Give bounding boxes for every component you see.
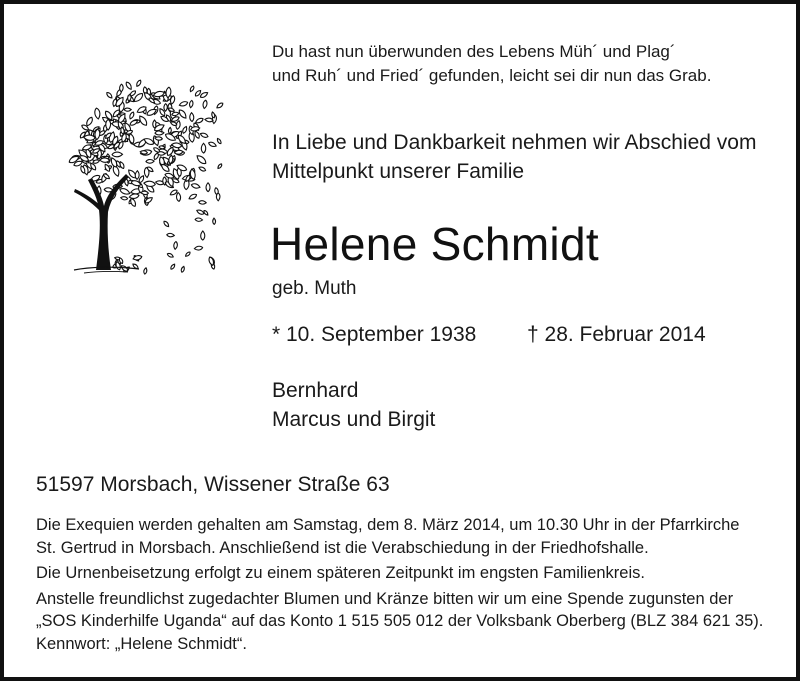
poem-verse xyxy=(272,40,711,88)
poem-line: und Ruh´ und Fried´ gefunden, leicht sei dir nun das Grab. xyxy=(272,66,712,85)
family-address: 51597 Morsbach, Wissener Straße 63 xyxy=(36,473,390,496)
ceremony-notes xyxy=(36,514,776,655)
mourners-list xyxy=(272,376,435,434)
notes-line: Die Urnenbeisetzung erfolgt zu einem späteren Zeitpunkt im engsten Familienkreis. xyxy=(36,564,645,582)
death-date: † 28. Februar 2014 xyxy=(527,323,706,346)
mourner-name: Bernhard xyxy=(272,379,359,402)
notes-line: Kennwort: „Helene Schmidt“. xyxy=(36,634,247,653)
deceased-name: Helene Schmidt xyxy=(270,218,599,270)
notes-line: St. Gertrud in Morsbach. Anschließend ist die Verabschiedung in der Friedhofshalle. xyxy=(36,538,649,557)
intro-line: In Liebe und Dankbarkeit nehmen wir Abschied vom xyxy=(272,131,757,154)
maiden-name: geb. Muth xyxy=(272,278,357,299)
notes-line: Die Exequien werden gehalten am Samstag, dem 8. März 2014, um 10.30 Uhr in der Pfarrkirche xyxy=(36,516,740,534)
birth-date: * 10. September 1938 xyxy=(272,323,477,346)
notes-line: „SOS Kinderhilfe Uganda“ auf das Konto 1 515 505 012 der Volksbank Oberberg (BLZ 384 621 35). xyxy=(36,612,764,630)
windblown-tree-icon xyxy=(44,70,224,280)
intro-line: Mittelpunkt unserer Familie xyxy=(272,160,525,183)
farewell-intro xyxy=(272,128,756,186)
mourner-name: Marcus und Birgit xyxy=(272,408,436,431)
poem-line: Du hast nun überwunden des Lebens Müh´ und Plag´ xyxy=(272,42,676,61)
notes-line: Anstelle freundlichst zugedachter Blumen und Kränze bitten wir um eine Spende zugunsten der xyxy=(36,589,734,608)
